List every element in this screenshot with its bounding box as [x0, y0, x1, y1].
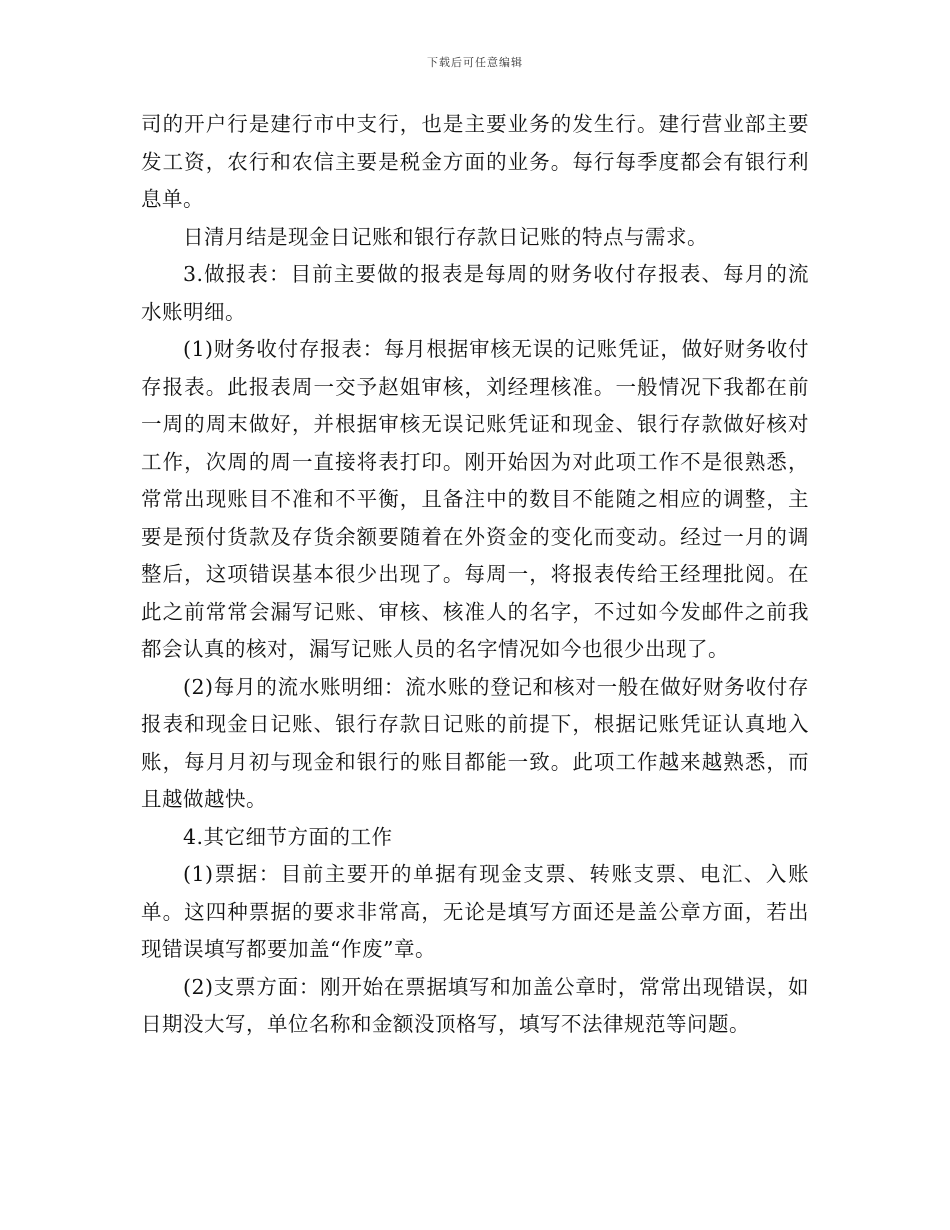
paragraph-bills: (1)票据：目前主要开的单据有现金支票、转账支票、电汇、入账单。这四种票据的要求非常高，无论是填写方面还是盖公章方面，若出现错误填写都要加盖“作废”章。: [141, 862, 809, 961]
paragraph-cash-flow-report: (1)财务收付存报表：每月根据审核无误的记账凭证，做好财务收付存报表。此报表周一交予赵姐审核，刘经理核准。一般情况下我都在前一周的周末做好，并根据审核无误记账凭证和现金、银行存款做好核对工作，次周的周一直接将表打印。刚开始因为对此项工作不是很熟悉，常常出现账目不准和不平衡，且备注中的数目不能随之相应的调整，主要是预付货款及存货余额要随着在外资金的变化而变动。经过一月的调整后，这项错误基本很少出现了。每周一，将报表传给王经理批阅。在此之前常常会漏写记账、审核、核准人的名字，不过如今发邮件之前我都会认真的核对，漏写记账人员的名字情况如今也很少出现了。: [141, 337, 809, 661]
paragraph-reports: 3.做报表：目前主要做的报表是每周的财务收付存报表、每月的流水账明细。: [141, 262, 809, 324]
page-header: 下载后可任意编辑: [427, 56, 523, 69]
document-body: [141, 106, 809, 1044]
paragraph-bank-accounts: 司的开户行是建行市中支行，也是主要业务的发生行。建行营业部主要发工资，农行和农信主要是税金方面的业务。每行每季度都会有银行利息单。: [141, 112, 809, 211]
paragraph-daily-settlement: 日清月结是现金日记账和银行存款日记账的特点与需求。: [183, 224, 708, 249]
paragraph-cheques: (2)支票方面：刚开始在票据填写和加盖公章时，常常出现错误，如日期没大写，单位名称和金额没顶格写，填写不法律规范等问题。: [141, 974, 809, 1036]
paragraph-other-details-heading: 4.其它细节方面的工作: [183, 824, 393, 849]
paragraph-monthly-ledger: (2)每月的流水账明细：流水账的登记和核对一般在做好财务收付存报表和现金日记账、银行存款日记账的前提下，根据记账凭证认真地入账，每月月初与现金和银行的账目都能一致。此项工作越来越熟悉，而且越做越快。: [141, 674, 809, 811]
